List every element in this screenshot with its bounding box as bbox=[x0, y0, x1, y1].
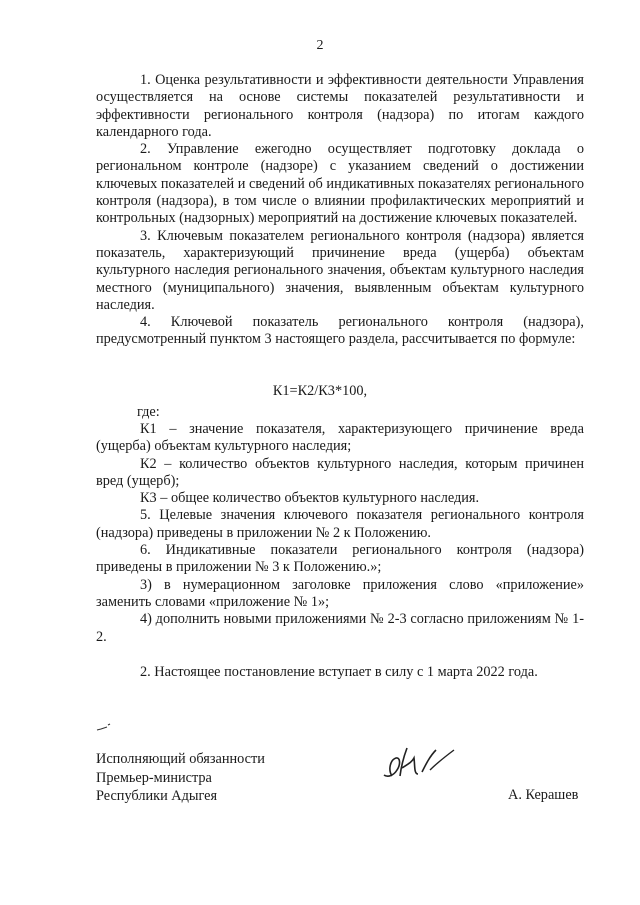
definition-k2: К2 – количество объектов культурного наследия, которым причинен вред (ущерб); bbox=[96, 455, 584, 489]
handwritten-signature bbox=[374, 742, 458, 788]
paragraph-6: 6. Индикативные показатели регионального контроля (надзора) приведены в приложении № 3 к Положению.»; bbox=[96, 542, 584, 576]
signer-block bbox=[96, 750, 265, 806]
paragraph-2: 2. Управление ежегодно осуществляет подготовку доклада о региональном контроле (надзоре) с указанием сведений о достижении ключевых показателей и сведений об индикативных показателях регионального контроля (надзора), в том числе о влиянии профилактических мероприятий и контрольных (надзорных) мероприятий на достижение ключевых показателей. bbox=[96, 141, 584, 227]
page-number: 2 bbox=[316, 38, 324, 53]
amendment-3: 3) в нумерационном заголовке приложения слово «приложение» заменить словами «приложение № 1»; bbox=[96, 576, 584, 610]
definition-k1: К1 – значение показателя, характеризующего причинение вреда (ущерба) объектам культурного наследия; bbox=[96, 421, 584, 455]
paragraph-5: 5. Целевые значения ключевого показателя регионального контроля (надзора) приведены в приложении № 2 к Положению. bbox=[96, 507, 584, 541]
paragraph-4: 4. Ключевой показатель регионального контроля (надзора), предусмотренный пунктом 3 настоящего раздела, рассчитывается по формуле: bbox=[96, 314, 584, 348]
signer-title-line-3: Республики Адыгея bbox=[96, 788, 218, 804]
definitions bbox=[96, 421, 584, 646]
ink-mark-icon bbox=[96, 722, 112, 732]
signer-title-line-1: Исполняющий обязанности bbox=[96, 751, 265, 767]
signer-title-line-2: Премьер-министра bbox=[96, 769, 212, 786]
paragraph-1: 1. Оценка результативности и эффективности деятельности Управления осуществляется на основе системы показателей результативности и эффективности регионального контроля (надзора) по итогам каждого календарного года. bbox=[96, 72, 584, 140]
formula: К1=К2/К3*100, bbox=[272, 383, 368, 399]
paragraph-3: 3. Ключевым показателем регионального контроля (надзора) является показатель, характеризующий причинение вреда (ущерба) объектам культурного наследия регионального значения, объектам культурного наследия местного (муниципального) значения, выявленным объектам культурного наследия. bbox=[96, 227, 584, 313]
body-text bbox=[96, 72, 584, 349]
where-label: где: bbox=[137, 404, 160, 420]
signer-name: А. Керашев bbox=[508, 787, 579, 803]
final-clause: 2. Настоящее постановление вступает в силу с 1 марта 2022 года. bbox=[140, 664, 538, 680]
amendment-4: 4) дополнить новыми приложениями № 2-3 согласно приложениям № 1-2. bbox=[96, 611, 584, 645]
definition-k3: К3 – общее количество объектов культурного наследия. bbox=[140, 490, 480, 507]
